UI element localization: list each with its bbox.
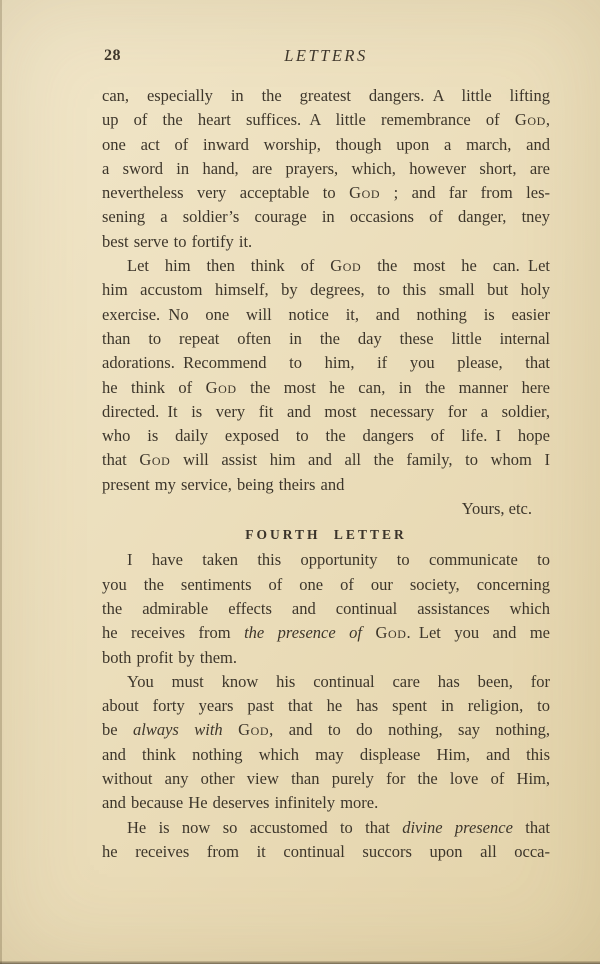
page-number: 28 <box>104 47 121 64</box>
section-heading: FOURTH LETTER <box>245 527 407 543</box>
text-line: one act of inward worship, though upon a march, and <box>102 134 550 154</box>
page-body <box>102 84 550 864</box>
text-line: who is daily exposed to the dangers of life. I hope <box>102 426 550 446</box>
text-line: Let him then think of God the most he can. Let <box>127 256 550 276</box>
text-line: a sword in hand, are prayers, which, however short, are <box>102 158 550 178</box>
text-line: You must know his continual care has been, for <box>127 671 550 691</box>
italic-phrase: the presence of <box>244 623 362 643</box>
page-header <box>102 46 550 68</box>
italic-phrase: divine presence <box>402 817 513 837</box>
text-block <box>102 46 550 864</box>
text-line: without any other view than purely for the love of Him, <box>102 769 550 789</box>
text-line: the admirable effects and continual assistances which <box>102 598 550 618</box>
text-line: sening a soldier’s courage in occasions of danger, tney <box>102 207 550 227</box>
text-line: present my service, being theirs and <box>102 474 345 494</box>
text-line: about forty years past that he has spent in religion, to <box>102 696 550 716</box>
paragraph <box>102 84 550 254</box>
text-line: he receives from it continual succors upon all occa- <box>102 841 550 861</box>
small-caps-word: God <box>330 256 362 276</box>
text-line: He is now so accustomed to that divine presence that <box>127 817 550 837</box>
text-line: he receives from the presence of God. Let you and me <box>102 623 550 643</box>
text-line: nevertheless very acceptable to God ; and far from les- <box>102 183 550 203</box>
text-line: adorations. Recommend to him, if you please, that <box>102 353 550 373</box>
text-line: directed. It is very fit and most necessary for a soldier, <box>102 401 550 421</box>
page-left-edge <box>0 0 2 964</box>
running-title: LETTERS <box>284 46 368 65</box>
small-caps-word: God <box>205 377 237 397</box>
small-caps-word: God <box>238 720 270 740</box>
text-line: you the sentiments of one of our society, concerning <box>102 574 550 594</box>
text-line: he think of God the most he can, in the manner here <box>102 377 550 397</box>
text-line: that God will assist him and all the family, to whom I <box>102 450 550 470</box>
text-line: best serve to fortify it. <box>102 231 253 251</box>
text-line: up of the heart suffices. A little remembrance of God, <box>102 110 550 130</box>
text-line: I have taken this opportunity to communicate to <box>127 550 550 570</box>
text-line: both profit by them. <box>102 647 237 667</box>
text-line: than to repeat often in the day these little internal <box>102 328 550 348</box>
paragraph <box>102 254 550 497</box>
text-line: and because He deserves infinitely more. <box>102 793 379 813</box>
italic-phrase: always with <box>133 720 223 740</box>
small-caps-word: God <box>349 183 381 203</box>
small-caps-word: God <box>514 110 546 130</box>
text-line: can, especially in the greatest dangers. A little lifting <box>102 86 550 105</box>
text-line: him accustom himself, by degrees, to this small but holy <box>102 280 550 300</box>
text-line: and think nothing which may displease Him, and this <box>102 744 550 764</box>
small-caps-word: God <box>139 450 171 470</box>
text-line: exercise. No one will notice it, and nothing is easier <box>102 304 550 324</box>
paragraph <box>102 816 550 865</box>
paragraph <box>102 670 550 816</box>
signature-line: Yours, etc. <box>461 499 532 519</box>
text-line: be always with God, and to do nothing, say nothing, <box>102 720 550 740</box>
paragraph <box>102 548 550 669</box>
small-caps-word: God <box>375 623 407 643</box>
